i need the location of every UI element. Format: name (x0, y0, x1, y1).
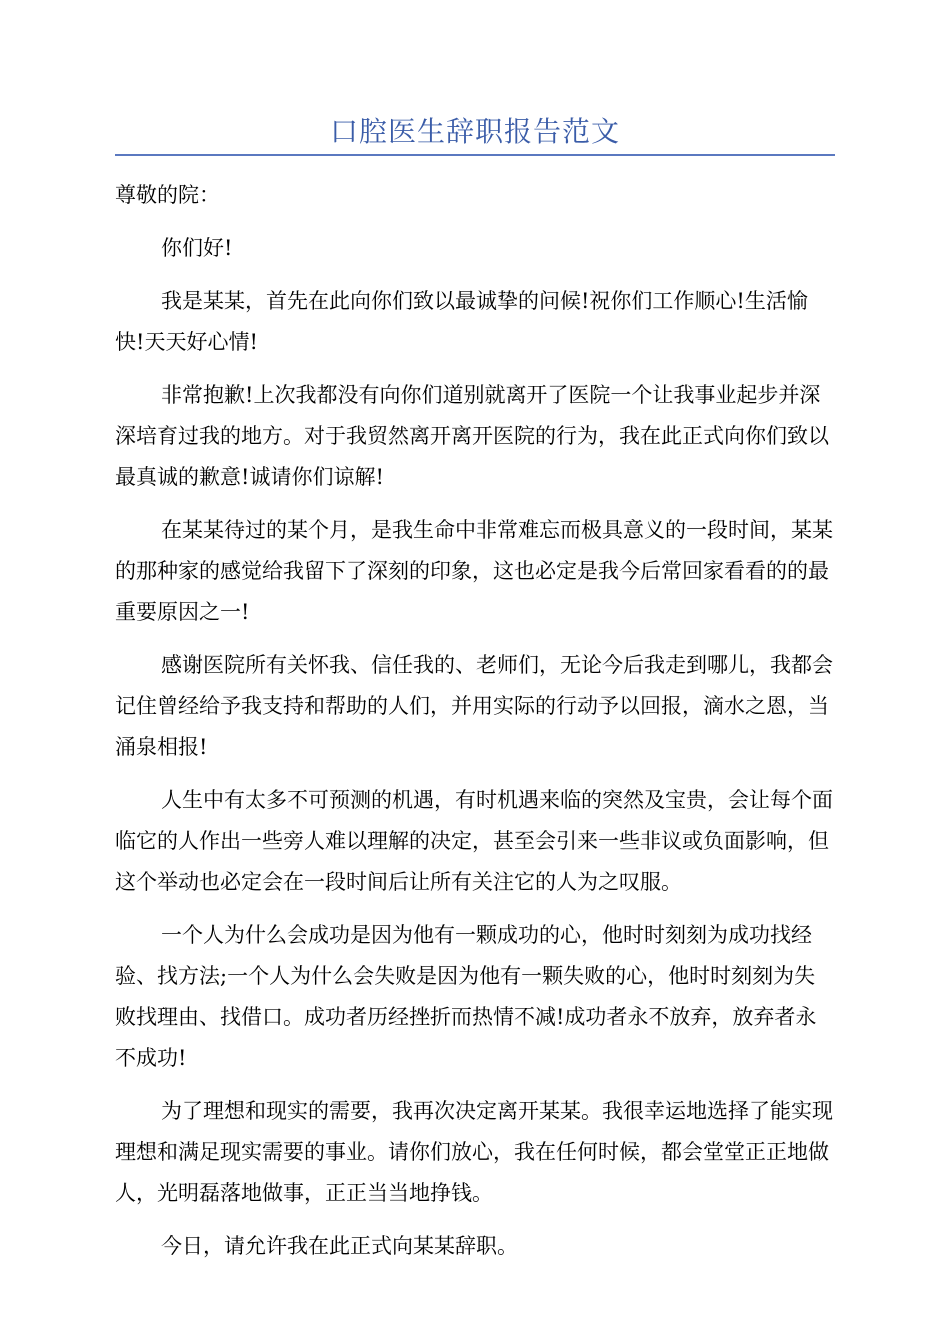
paragraph-resignation: 今日，请允许我在此正式向某某辞职。 (161, 1234, 518, 1258)
document-body (115, 175, 835, 1279)
paragraph-decision: 为了理想和现实的需要，我再次决定离开某某。我很幸运地选择了能实现理想和满足现实需要的事业。请你们放心，我在任何时候，都会堂堂正正地做人，光明磊落地做事，正正当当地挣钱。 (115, 1099, 833, 1205)
paragraph-greeting: 你们好! (161, 236, 233, 260)
title-underline (115, 154, 835, 156)
paragraph-memories: 在某某待过的某个月，是我生命中非常难忘而极具意义的一段时间，某某的那种家的感觉给我留下了深刻的印象，这也必定是我今后常回家看看的的最重要原因之一! (115, 518, 833, 624)
paragraph-success: 一个人为什么会成功是因为他有一颗成功的心，他时时刻刻为成功找经验、找方法;一个人为什么会失败是因为他有一颗失败的心，他时时刻刻为失败找理由、找借口。成功者历经挫折而热情不减!成功者永不放弃，放弃者永不成功! (115, 923, 817, 1070)
paragraph-apology: 非常抱歉!上次我都没有向你们道别就离开了医院一个让我事业起步并深深培育过我的地方。对于我贸然离开离开医院的行为，我在此正式向你们致以最真诚的歉意!诚请你们谅解! (115, 383, 829, 489)
paragraph-opportunity: 人生中有太多不可预测的机遇，有时机遇来临的突然及宝贵，会让每个面临它的人作出一些旁人难以理解的决定，甚至会引来一些非议或负面影响，但这个举动也必定会在一段时间后让所有关注它的人为之叹服。 (115, 788, 833, 894)
document-title: 口腔医生辞职报告范文 (329, 115, 620, 148)
salutation: 尊敬的院： (115, 183, 220, 207)
paragraph-introduction: 我是某某，首先在此向你们致以最诚挚的问候!祝你们工作顺心!生活愉快!天天好心情! (115, 289, 808, 354)
paragraph-gratitude: 感谢医院所有关怀我、信任我的、老师们，无论今后我走到哪儿，我都会记住曾经给予我支持和帮助的人们，并用实际的行动予以回报，滴水之恩，当涌泉相报! (115, 653, 833, 759)
